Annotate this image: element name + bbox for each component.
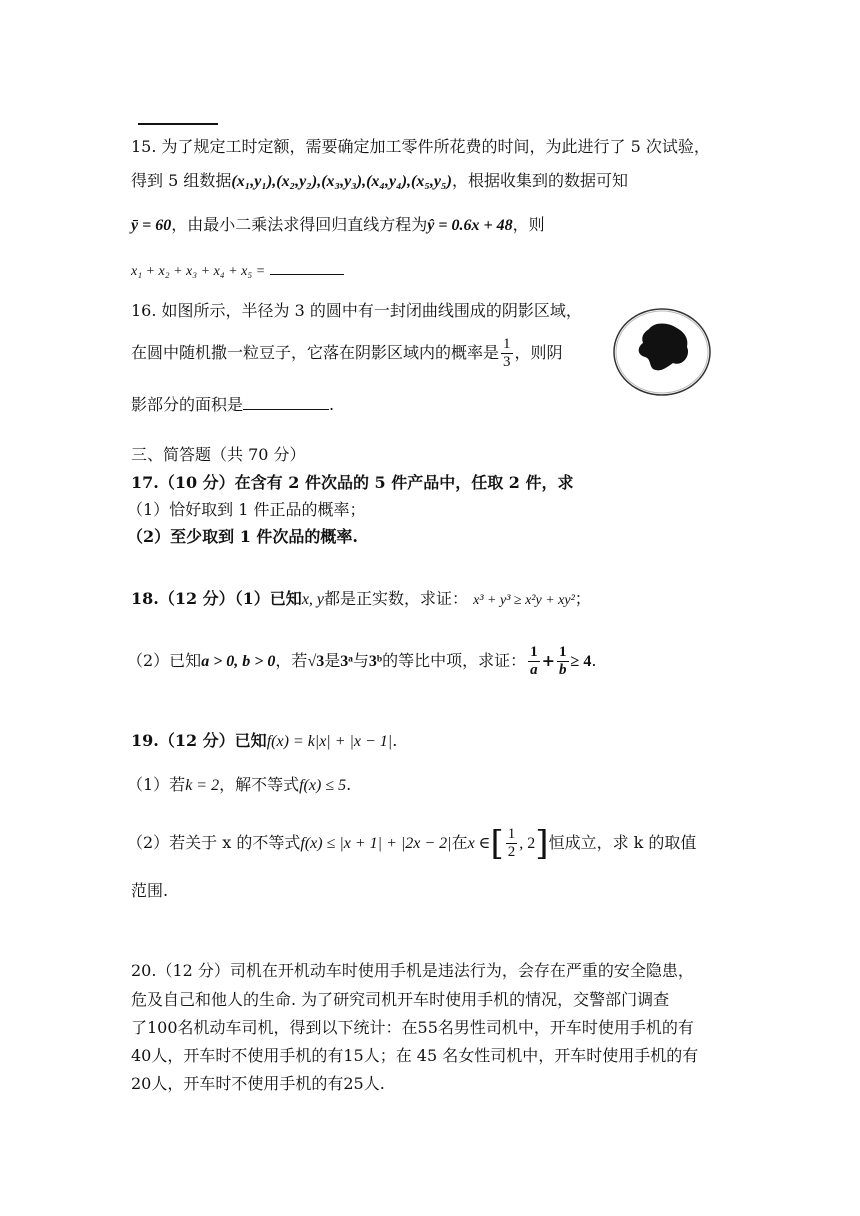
q15-line-4: [131, 260, 344, 283]
q18-inequality: x³ + y³ ≥ x²y + xy²: [473, 593, 575, 608]
q19-half: [506, 826, 518, 861]
q17-part2-text: （2）至少取到 1 件次品的概率.: [127, 527, 358, 546]
q19-part-2-cont: [131, 880, 168, 902]
q18-frac-a: [528, 644, 540, 679]
q16-line-2: [131, 336, 563, 371]
q20-line-3: [131, 1017, 694, 1039]
q16-text-c: 影部分的面积是: [131, 395, 244, 414]
q17-part1-text: （1）恰好取到 1 件正品的概率；: [127, 500, 366, 519]
q18-plus: +: [541, 651, 556, 670]
q18-text-c: （2）已知: [127, 651, 202, 670]
q19-fx-le5: f(x) ≤ 5: [299, 777, 347, 794]
q16-prob-num: 1: [503, 336, 511, 352]
q16-line-3: [131, 394, 334, 416]
q16-text-b: ，则阴: [514, 343, 563, 362]
q18-text-e: 是: [324, 651, 341, 670]
q20-text-2: 危及自己和他人的生命. 为了研究司机开车时使用手机的情况，交警部门调查: [131, 990, 670, 1009]
q15-line-2: [131, 170, 628, 193]
q15-answer-blank[interactable]: [270, 260, 344, 275]
q18-text-b: 都是正实数，求证：: [324, 589, 469, 608]
q19-fx-inequality: f(x) ≤ |x + 1| + |2x − 2|: [300, 835, 452, 852]
q16-probability: [501, 336, 513, 371]
q19-p2-text-b: 在: [451, 833, 468, 852]
q19-part-1: [127, 774, 351, 797]
q15-regression-eq: ŷ = 0.6x + 48: [427, 217, 513, 234]
q19-function-def: f(x) = k|x| + |x − 1|: [266, 733, 393, 750]
q20-line-2: [131, 989, 669, 1011]
q20-text-1: 20.（12 分）司机在开机动车时使用手机是违法行为，会存在严重的安全隐患，: [131, 961, 694, 980]
q20-text-3: 了100名机动车司机，得到以下统计：在55名男性司机中，开车时使用手机的有: [131, 1018, 694, 1037]
q18-text-d: ，若: [275, 651, 308, 670]
q17-part-1: [127, 499, 366, 521]
q18-frac-a-num: 1: [530, 644, 538, 660]
q15-line-1: [131, 136, 710, 158]
q17-part-2: [127, 526, 358, 548]
section-3-title: [131, 444, 306, 466]
q15-text-a: 得到 5 组数据: [131, 171, 232, 190]
q16-prob-den: 3: [503, 354, 511, 370]
q18-frac-a-den: a: [530, 662, 538, 678]
q20-text-5: 20人，开车时不使用手机的有25人.: [131, 1074, 385, 1093]
q18-sqrt3: √3: [307, 653, 325, 670]
section-title-text: 三、简答题（共 70 分）: [131, 445, 306, 464]
q19-p2-text-c: 恒成立，求 k 的取值: [548, 833, 697, 852]
q19-part-2: [127, 823, 697, 864]
q18-pow-b: 3ᵇ: [368, 653, 383, 670]
q15-line-3: [131, 214, 545, 237]
q17-text: 17.（10 分）在含有 2 件次品的 5 件产品中，任取 2 件，求: [131, 473, 574, 492]
q19-x-in: x ∈: [467, 835, 491, 852]
q18-xy: x, y: [301, 591, 325, 608]
q16-circle-figure: [611, 307, 713, 397]
q19-half-den: 2: [507, 844, 516, 860]
q19-interval-end: , 2: [519, 835, 536, 852]
answer-blank-underline: [138, 123, 218, 125]
q20-text-4: 40人，开车时不使用手机的有15人；在 45 名女性司机中，开车时使用手机的有: [131, 1046, 699, 1065]
q19-left-bracket: [: [490, 823, 504, 864]
q18-text-g: 的等比中项，求证：: [382, 651, 527, 670]
q18-ge4: ≥ 4: [570, 653, 592, 670]
q18-end-2: .: [591, 651, 597, 670]
q18-frac-b-num: 1: [559, 644, 567, 660]
q18-end-1: ；: [574, 589, 591, 608]
q19-text-a: 19.（12 分）已知: [131, 731, 267, 750]
q19-p1-end: .: [346, 775, 352, 794]
q19-right-bracket: ]: [535, 823, 549, 864]
q15-text-d: ，则: [512, 215, 545, 234]
q17-line-1: [131, 472, 574, 494]
q19-half-num: 1: [507, 826, 516, 842]
q18-frac-b: [557, 644, 569, 679]
q19-p2-text-a: （2）若关于 x 的不等式: [127, 833, 301, 852]
q18-frac-b-den: b: [559, 662, 567, 678]
q18-condition: a > 0, b > 0: [201, 653, 276, 670]
q16-answer-blank[interactable]: [243, 395, 329, 410]
q16-line-1: [131, 300, 582, 322]
q18-line-2: [127, 644, 596, 679]
q15-sum-expr: x₁ + x₂ + x₃ + x₄ + x₅ =: [131, 264, 266, 279]
q19-p1-text-b: ，解不等式: [219, 775, 300, 794]
q18-text-f: 与: [352, 651, 369, 670]
q15-ybar: ȳ = 60: [131, 217, 172, 234]
q19-line-1: [131, 730, 397, 753]
q19-end: .: [392, 731, 398, 750]
q18-pow-a: 3ᵃ: [340, 653, 353, 670]
q19-k2: k = 2: [185, 777, 220, 794]
q15-text: 15. 为了规定工时定额，需要确定加工零件所花费的时间，为此进行了 5 次试验，: [131, 137, 710, 156]
q16-text: 16. 如图所示，半径为 3 的圆中有一封闭曲线围成的阴影区域，: [131, 301, 582, 320]
q18-text-a: 18.（12 分）（1）已知: [131, 589, 302, 608]
q15-text-c: ，由最小二乘法求得回归直线方程为: [171, 215, 428, 234]
q16-end: .: [329, 395, 335, 414]
q20-line-5: [131, 1073, 385, 1095]
q20-line-4: [131, 1045, 698, 1067]
q16-text-a: 在圆中随机撒一粒豆子，它落在阴影区域内的概率是: [131, 343, 500, 362]
q15-data-pairs: (x₁,y₁),(x₂,y₂),(x₃,y₃),(x₄,y₄),(x₅,y₅): [231, 173, 452, 190]
q19-p1-text-a: （1）若: [127, 775, 186, 794]
q20-line-1: [131, 960, 694, 982]
q15-text-b: ，根据收集到的数据可知: [451, 171, 628, 190]
q18-line-1: [131, 588, 591, 612]
q19-p2-line2: 范围.: [131, 881, 169, 900]
